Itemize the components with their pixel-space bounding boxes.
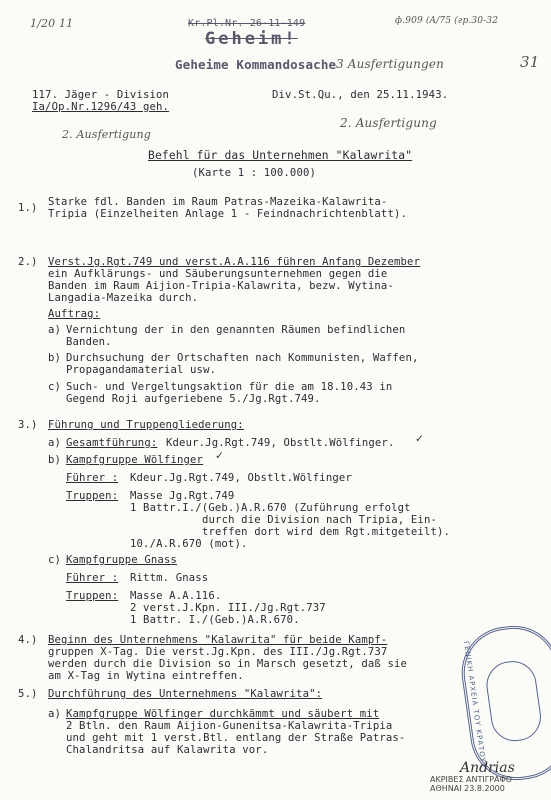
handwritten-copies-note: 3 Ausfertigungen (336, 57, 444, 71)
leader-text: Kdeur.Jg.Rgt.749, Obstlt.Wölfinger (130, 472, 352, 484)
item-letter: b) (48, 352, 62, 364)
secret-command-stamp: Geheime Kommandosache (175, 57, 337, 72)
item-letter: a) (48, 324, 62, 336)
section-2-line: ein Aufklärungs- und Säuberungsunternehmen gegen die (48, 268, 388, 280)
overall-command-label: Gesamtführung: (66, 437, 158, 449)
troops-label: Truppen: (66, 590, 119, 602)
page-number-handwritten: 31 (520, 53, 540, 71)
signature: Andrias (460, 760, 515, 776)
item-letter: a) (48, 437, 62, 449)
mission-item-line: Gegend Roji aufgeriebene 5./Jg.Rgt.749. (66, 393, 321, 405)
struck-file-number: Kr.Pl.Nr. 26-11-149 (188, 18, 306, 29)
handwritten-copy-note-left: 2. Ausfertigung (62, 128, 151, 141)
leader-label: Führer : (66, 472, 119, 484)
section-number: 4.) (18, 634, 38, 646)
mission-item-line: Durchsuchung der Ortschaften nach Kommunisten, Waffen, (66, 352, 419, 364)
section-2-line: Langadia-Mazeika durch. (48, 292, 199, 304)
corner-handwritten-note: 1/20 11 (30, 17, 74, 30)
seal-text: ΓΕΝΙΚΗ ΑΡΧΕΙΑ ΤΟΥ ΚΡΑΤΟΥΣ (461, 640, 488, 769)
mission-item-line: Propagandamaterial usw. (66, 364, 217, 376)
leader-label: Führer : (66, 572, 119, 584)
troops-line: Masse A.A.116. (130, 590, 222, 602)
section-number: 3.) (18, 419, 38, 431)
troops-line: 1 Battr. I./(Geb.)A.R.670. (130, 614, 300, 626)
section-5-title: Durchführung des Unternehmens "Kalawrita": (48, 688, 323, 700)
troops-line: treffen dort wird dem Rgt.mitgeteilt). (202, 526, 451, 538)
group-gnass-label: Kampfgruppe Gnass (66, 554, 177, 566)
mission-heading: Auftrag: (48, 308, 101, 320)
archive-date-stamp: ΑΘΗΝΑΙ 23.8.2000 (430, 784, 505, 793)
item-letter: c) (48, 381, 62, 393)
troops-line: 2 verst.J.Kpn. III./Jg.Rgt.737 (130, 602, 326, 614)
mission-item-line: Such- und Vergeltungsaktion für die am 18.10.43 in (66, 381, 393, 393)
section-4-line: gruppen X-Tag. Die verst.Jg.Kpn. des III./Jg.Rgt.737 (48, 646, 388, 658)
seal-inner-ring (483, 658, 544, 744)
section-number: 2.) (18, 256, 38, 268)
map-scale: (Karte 1 : 100.000) (192, 167, 317, 179)
handwritten-copy-note: 2. Ausfertigung (340, 116, 437, 130)
section-5-line: und geht mit 1 verst.Btl. entlang der Straße Patras- (66, 732, 406, 744)
item-letter: c) (48, 554, 62, 566)
section-2-line: Banden im Raum Aijion-Tripia-Kalawrita, bezw. Wytina- (48, 280, 394, 292)
section-4-line: Beginn des Unternehmens "Kalawrita" für beide Kampf- (48, 634, 388, 646)
checkmark-icon: ✓ (415, 433, 425, 445)
mission-item-line: Banden. (66, 336, 112, 348)
secret-stamp: Geheim! (205, 29, 298, 49)
order-reference: Ia/Op.Nr.1296/43 geh. (32, 101, 170, 113)
section-5-line: 2 Btln. den Raum Aijion-Gunenitsa-Kalawrita-Tripia (66, 720, 393, 732)
section-5-line: Chalandritsa auf Kalawrita vor. (66, 744, 269, 756)
section-5-line: Kampfgruppe Wölfinger durchkämmt und säubert mit (66, 708, 380, 720)
section-4-line: am X-Tag in Wytina eintreffen. (48, 670, 244, 682)
place-date: Div.St.Qu., den 25.11.1943. (272, 89, 449, 101)
troops-line: durch die Division nach Tripia, Ein- (202, 514, 438, 526)
group-woelfinger-label: Kampfgruppe Wölfinger (66, 454, 204, 466)
section-3-title: Führung und Truppengliederung: (48, 419, 244, 431)
order-title: Befehl für das Unternehmen "Kalawrita" (148, 149, 413, 162)
section-2-line: Verst.Jg.Rgt.749 und verst.A.A.116 führen Anfang Dezember (48, 256, 421, 268)
checkmark-icon: ✓ (215, 450, 225, 462)
division-name: 117. Jäger - Division (32, 89, 170, 101)
section-1-line: Tripia (Einzelheiten Anlage 1 - Feindnachrichtenblatt). (48, 208, 408, 220)
troops-line: 1 Battr.I./(Geb.)A.R.670 (Zuführung erfolgt (130, 502, 411, 514)
item-letter: b) (48, 454, 62, 466)
troops-label: Truppen: (66, 490, 119, 502)
troops-line: Masse Jg.Rgt.749 (130, 490, 235, 502)
section-4-line: werden durch die Division so in Marsch gesetzt, daß sie (48, 658, 408, 670)
section-number: 5.) (18, 688, 38, 700)
archive-copy-stamp: ΑΚΡΙΒΕΣ ΑΝΤΙΓΡΑΦΟ (430, 775, 513, 784)
leader-text: Rittm. Gnass (130, 572, 209, 584)
overall-command-text: Kdeur.Jg.Rgt.749, Obstlt.Wölfinger. (166, 437, 395, 449)
section-number: 1.) (18, 202, 38, 214)
troops-line: 10./A.R.670 (mot). (130, 538, 248, 550)
item-letter: a) (48, 708, 62, 720)
section-1-line: Starke fdl. Banden im Raum Patras-Mazeika-Kalawrita- (48, 196, 388, 208)
mission-item-line: Vernichtung der in den genannten Räumen befindlichen (66, 324, 406, 336)
archive-reference-note: ф.909 (A/75 (гр.30-32 (395, 16, 499, 26)
